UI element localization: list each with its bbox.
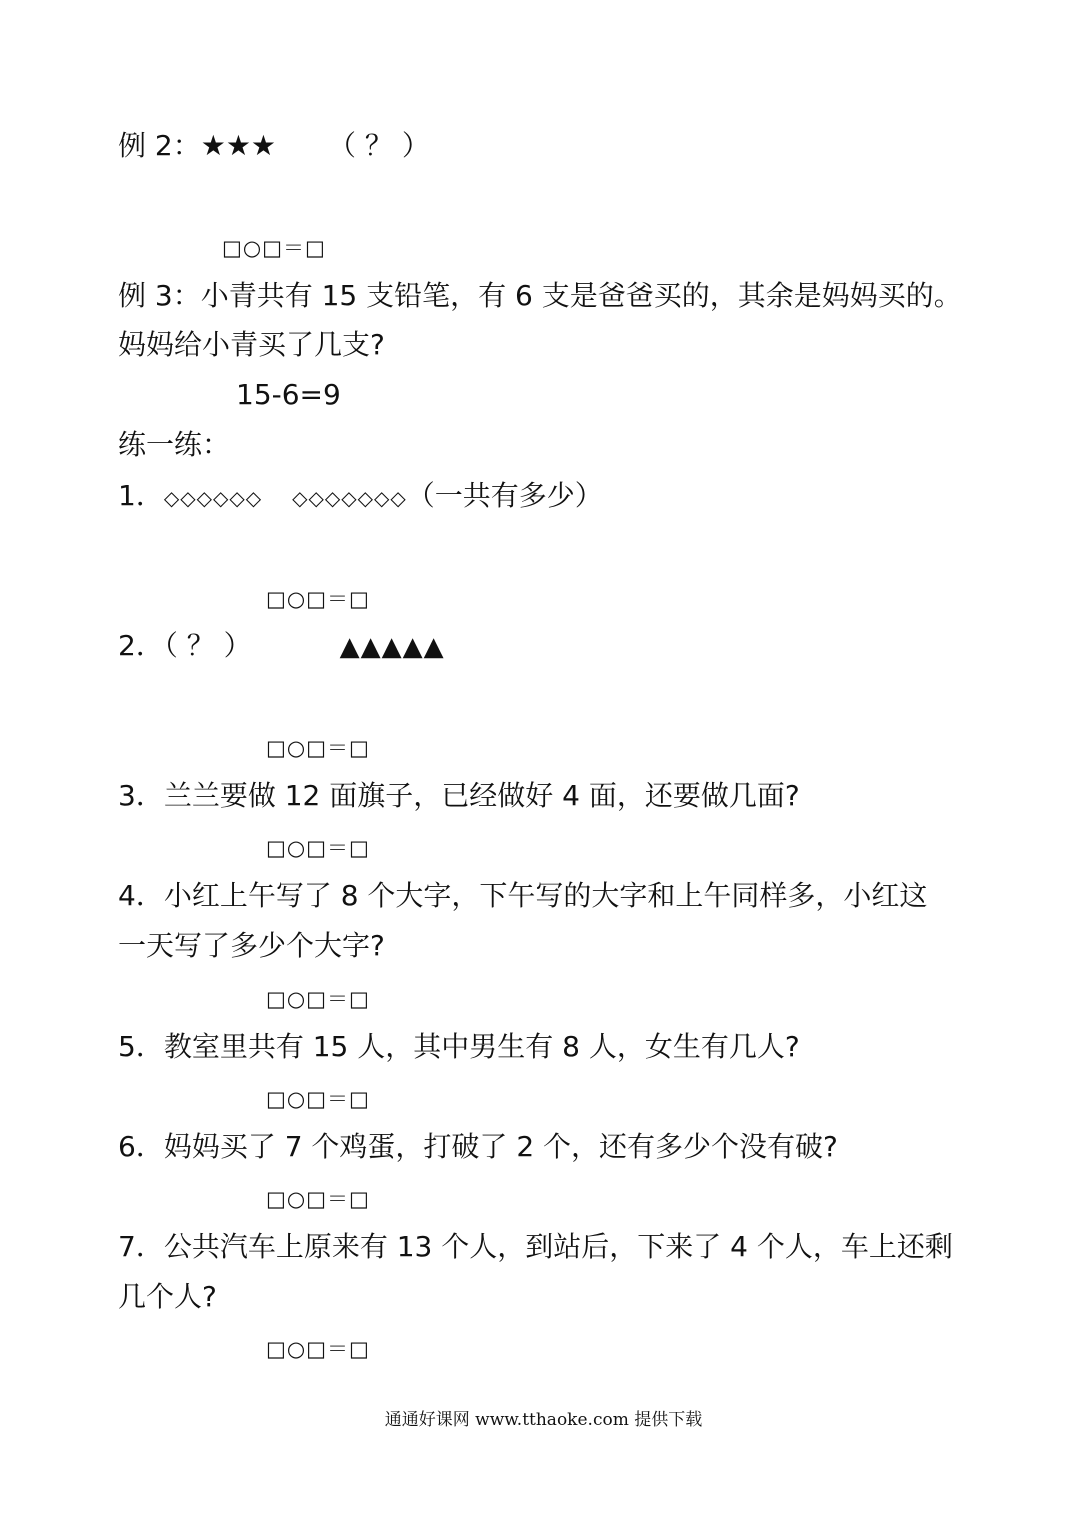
q7-line2: 几个人? <box>118 1280 217 1313</box>
q2-row <box>118 628 445 665</box>
q1-text: （一共有多少） <box>406 479 603 512</box>
example2-row <box>118 128 430 164</box>
triangles-icon: ▲▲▲▲▲ <box>339 632 445 662</box>
q2-formula: □○□＝□ <box>266 736 370 760</box>
example2-question: （ ？ ） <box>328 129 430 162</box>
q5-text: 5．教室里共有 15 人，其中男生有 8 人，女生有几人? <box>118 1030 800 1063</box>
q1-row <box>118 478 603 516</box>
example2-label: 例 2： <box>118 129 201 162</box>
example3-answer: 15-6=9 <box>236 378 341 411</box>
q4-line2: 一天写了多少个大字? <box>118 929 385 962</box>
example3-line2: 妈妈给小青买了几支? <box>118 328 385 361</box>
q7-line1: 7．公共汽车上原来有 13 个人，到站后，下来了 4 个人，车上还剩 <box>118 1230 953 1263</box>
q3-text: 3．兰兰要做 12 面旗子，已经做好 4 面，还要做几面? <box>118 779 800 812</box>
diamonds-icon-group-2: ◇◇◇◇◇◇◇ <box>292 486 407 510</box>
q2-question: （ ？ ） <box>163 629 252 662</box>
diamonds-icon-group-1: ◇◇◇◇◇◇ <box>163 486 263 510</box>
q1-formula: □○□＝□ <box>266 587 370 611</box>
example3-line1: 例 3：小青共有 15 支铅笔，有 6 支是爸爸买的，其余是妈妈买的。 <box>118 279 962 312</box>
q4-formula: □○□＝□ <box>266 987 370 1011</box>
q3-formula: □○□＝□ <box>266 836 370 860</box>
practice-title: 练一练： <box>118 428 231 461</box>
footer-source: 通通好课网 www.tthaoke.com 提供下载 <box>384 1410 703 1430</box>
q7-formula: □○□＝□ <box>266 1337 370 1361</box>
stars-icon: ★★★ <box>200 129 277 162</box>
q1-number: 1． <box>118 479 164 512</box>
q2-number: 2． <box>118 629 164 662</box>
example2-formula: □○□＝□ <box>222 236 326 260</box>
q5-formula: □○□＝□ <box>266 1087 370 1111</box>
q6-formula: □○□＝□ <box>266 1187 370 1211</box>
q4-line1: 4．小红上午写了 8 个大字，下午写的大字和上午同样多，小红这 <box>118 879 928 912</box>
q6-text: 6．妈妈买了 7 个鸡蛋，打破了 2 个，还有多少个没有破? <box>118 1130 838 1163</box>
